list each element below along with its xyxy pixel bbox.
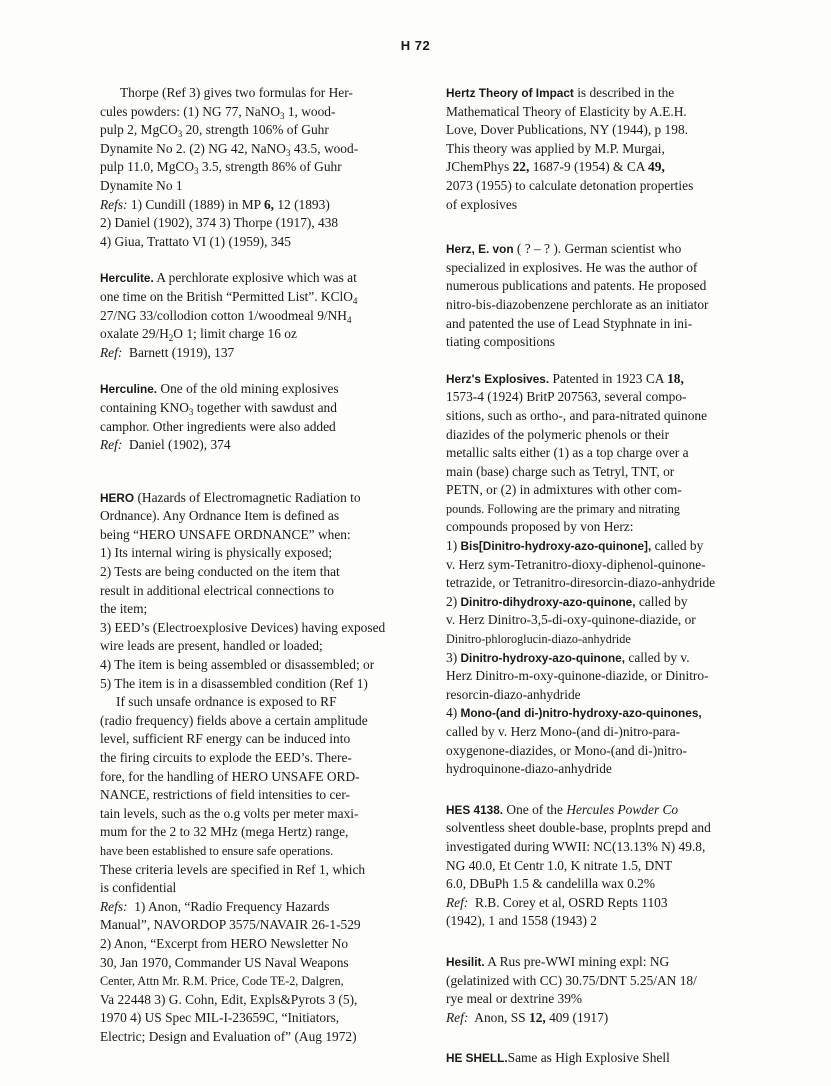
entry-headword: Hesilit. [446, 954, 485, 969]
herz-explosives-entry: Herz's Explosives. Patented in 1923 CA 18, 1573-4 (1924) BritP 207563, several compo- sitions, such as ortho-, and para-nitrated quinone diazides of the polymeric phenols or their metallic salts either (1) as a top charge over a main (base) charge such as Tetryl, TNT, or PETN, or (2) in admixtures with other com- pounds. Following are the primary and nitrating compounds proposed by von Herz: 1) Bis[Dinitro-hydroxy-azo-quinone], called by v. Herz sym-Tetranitro-dioxy-diphenol-quinone- tetrazide, or Tetranitro-diresorcin-diazo-anhydride 2) Dinitro-dihydroxy-azo-quinone, called by v. Herz Dinitro-3,5-di-oxy-quinone-diazide, or Dinitro-phloroglucin-diazo-anhydride 3) Dinitro-hydroxy-azo-quinone, called by v. Herz Dinitro-m-oxy-quinone-diazide, or Dinitro- resorcin-diazo-anhydride 4) Mono-(and di-)nitro-hydroxy-azo-quinones, called by v. Herz Mono-(and di-)nitro-para- oxygenone-diazides, or Mono-(and di-)nitro- hydroquinone-diazo-anhydride [446, 370, 758, 779]
hero-entry: HERO (Hazards of Electromagnetic Radiation to Ordnance). Any Ordnance Item is defined as being “HERO UNSAFE ORDNANCE” when: 1) Its internal wiring is physically exposed; 2) Tests are being conducted on the item that result in additional electrical connections to the item; 3) EED’s (Electroexplosive Devices) having exposed wire leads are present, handled or loaded; 4) The item is being assembled or disassembled; or 5) The item is in a disassembled condition (Ref 1) If such unsafe ordnance is exposed to RF (radio frequency) fields above a certain amplitude level, sufficient RF energy can be induced into the firing circuits to explode the EED’s. There- fore, for the handling of HERO UNSAFE ORD- NANCE, restrictions of field intensities to cer- tain levels, such as the o.g volts per meter maxi- mum for the 2 to 32 MHz (mega Hertz) range, have been established to ensure safe operations. These criteria levels are specified in Ref 1, which is confidential Refs: 1) Anon, “Radio Frequency Hazards Manual”, NAVORDOP 3575/NAVAIR 26-1-529 2) Anon, “Excerpt from HERO Newsletter No 30, Jan 1970, Commander US Naval Weapons Center, Attn Mr. R.M. Price, Code TE-2, Dalgren, Va 22448 3) G. Cohn, Edit, Expls&Pyrots 3 (5), 1970 4) US Spec MIL-I-23659C, “Initiators, Electric; Design and Evaluation of” (Aug 1972) [100, 489, 400, 1047]
herculine-entry: Herculine. One of the old mining explosives containing $KNO_3$ together with sawdust and camphor. Other ingredients were also added Ref: Daniel (1902), 374 [100, 381, 339, 453]
hero-refs: Refs: 1) Anon, “Radio Frequency Hazards [100, 898, 330, 914]
entry-headword: Herz's Explosives. [446, 371, 550, 386]
compound-item: 1) Bis[Dinitro-hydroxy-azo-quinone], called by [446, 538, 704, 554]
hesilit-entry: Hesilit. A Rus pre-WWI mining expl: NG (gelatinized with CC) 30.75/DNT 5.25/AN 18/ rye meal or dextrine 39% Ref: Anon, SS 12, 409 (1917) [446, 953, 697, 1025]
compound-item: 2) Dinitro-dihydroxy-azo-quinone, called by [446, 593, 688, 609]
left-column [100, 84, 400, 1065]
entry-headword: HE SHELL. [446, 1051, 508, 1066]
herz-von-entry: Herz, E. von ( ? – ? ). German scientist who specialized in explosives. He was the author of numerous publications and patents. He proposed nitro-bis-diazobenzene perchlorate as an initiator and patented the use of Lead Styphnate in ini- tiating compositions [446, 241, 709, 350]
thorpe-refs: Refs: 1) Cundill (1889) in MP 6, 12 (1893) [100, 196, 330, 212]
he-shell-entry: HE SHELL.Same as High Explosive Shell [446, 1050, 670, 1066]
entry-headword: Herz, E. von [446, 242, 514, 257]
hes-4138-entry: HES 4138. One of the Hercules Powder Co solventless sheet double-base, proplnts prepd and investigated during WWII: NC(13.13% N) 49.8, NG 40.0, Et Centr 1.0, K nitrate 1.5, DNT 6.0, DBuPh 1.5 & candelilla wax 0.2% Ref: R.B. Corey et al, OSRD Repts 1103 (1942), 1 and 1558 (1943) 2 [446, 801, 711, 929]
compound-item: 3) Dinitro-hydroxy-azo-quinone, called by v. [446, 649, 690, 665]
right-column [446, 84, 758, 1086]
entry-headword: HERO [100, 490, 135, 505]
entry-headword: Hertz Theory of Impact [446, 86, 574, 100]
herculite-entry: Herculite. A perchlorate explosive which was at one time on the British “Permitted List”. KClO$_4$ 27/NG 33/collodion cotton 1/woodmeal $9/NH_4$ oxalate $29/H_2O$ 1; limit charge 16 oz Ref: Barnett (1919), 137 [100, 270, 358, 360]
entry-headword: HES 4138. [446, 802, 504, 817]
entry-headword: Herculite. [100, 271, 154, 286]
hertz-theory-entry: Hertz Theory of Impact is described in the Mathematical Theory of Elasticity by A.E.H. Love, Dover Publications, NY (1944), p 198. This theory was applied by M.P. Murgai, JChemPhys 22, 1687-9 (1954) & CA 49, 2073 (1955) to calculate detonation properties of explosives [446, 85, 694, 212]
compound-item: 4) Mono-(and di-)nitro-hydroxy-azo-quinones, [446, 705, 702, 721]
thorpe-paragraph: Thorpe (Ref 3) gives two formulas for Her- cules powders: (1) NG 77, NaNO$_3$ 1, wood- pulp 2, MgCO$_3$ 20, strength 106% of Guhr Dynamite No 2. (2) NG 42, NaNO$_3$ 43.5, wood- pulp 11.0, MgCO$_3$ 3.5, strength 86% of Guhr Dynamite No 1 Refs: 1) Cundill (1889) in MP 6, 12 (1893) 2) Daniel (1902), 374 3) Thorpe (1917), 438 4) Giua, Trattato VI (1) (1959), 345 [100, 84, 400, 251]
entry-headword: Herculine. [100, 382, 158, 397]
page-number: H 72 [400, 38, 431, 53]
